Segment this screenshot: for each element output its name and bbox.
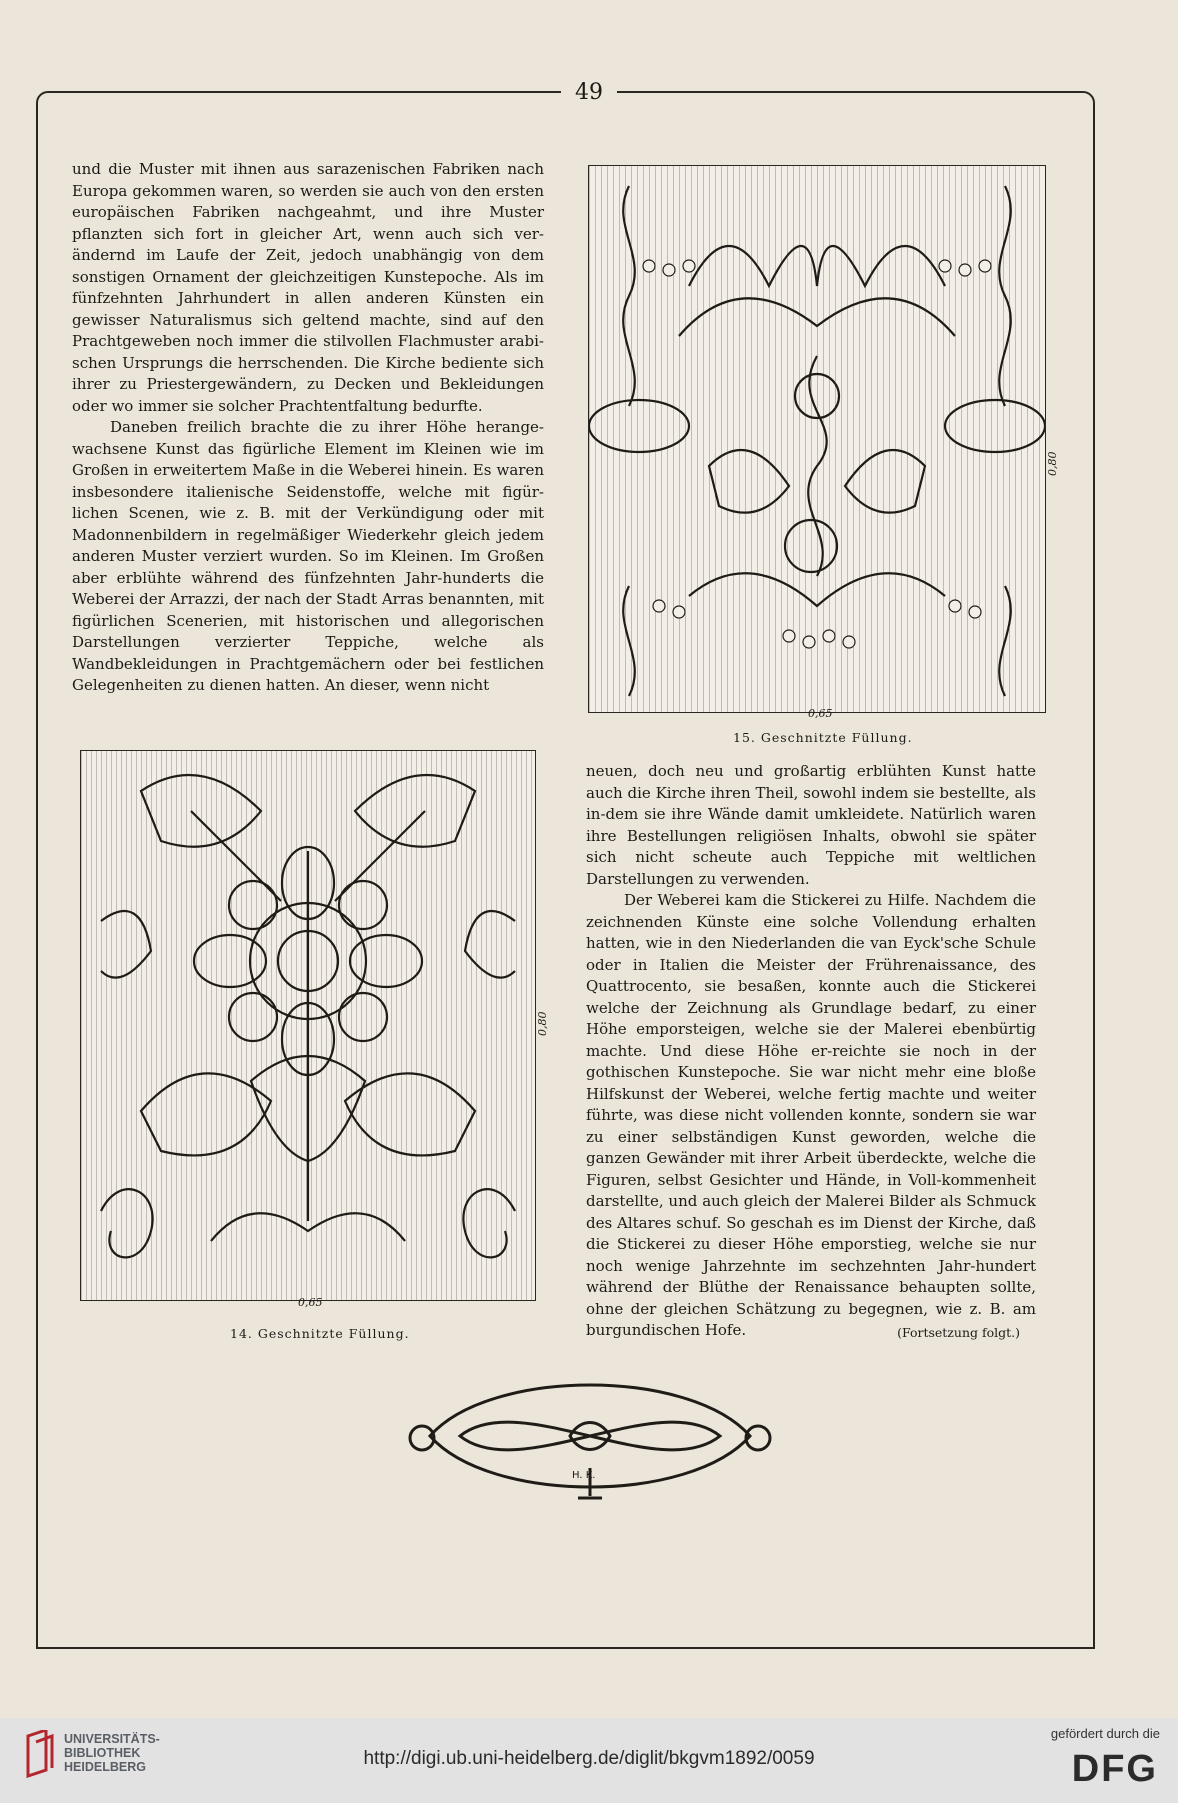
digitization-footer [0,1718,1178,1803]
library-line-3: HEIDELBERG [64,1760,146,1774]
figure-15-height-label: 0,80 [1046,451,1059,476]
left-paragraph-2: Daneben freilich brachte die zu ihrer Höhe herange-wachsene Kunst das figürliche Element im Kleinen wie im Großen in erweitertem Maße in die Weberei hinein. Es waren insbesondere italienische Seidenstoffe, welche mit figür-lichen Scenen, wie z. B. mit der Verkündigung oder mit Madonnenbildern in regelmäßiger Wiederkehr gleich jedem anderen Muster verziert wurden. So im Kleinen. Im Großen aber erblühte während des fünfzehnten Jahr-hunderts die Weberei der Arrazzi, der nach der Stadt Arras benannten, mit figürlichen Scenerien, mit historischen und allegorischen Darstellungen verzierter Teppiche, welche als Wandbekleidungen in Prachtgemächern oder bei festlichen Gelegenheiten zu dienen hatten. An dieser, wenn nicht [72,418,544,694]
figure-15-width-label: 0,65 [808,707,833,720]
funding-note: gefördert durch die [1050,1726,1160,1741]
dfg-logo: DFG [1071,1748,1158,1790]
library-line-1: UNIVERSITÄTS- [64,1732,160,1746]
page-number: 49 [561,80,617,105]
vignette-monogram: H. K. [572,1470,596,1481]
continued-note: (Fortsetzung folgt.) [897,1324,1020,1340]
figure-14-caption: 14. Geschnitzte Füllung. [230,1326,410,1341]
figure-15-carved-panel [588,165,1046,713]
permalink-url[interactable]: http://digi.ub.uni-heidelberg.de/diglit/bkgvm1892/0059 [363,1748,815,1769]
left-column [72,159,544,697]
left-paragraph-1: und die Muster mit ihnen aus sarazenischen Fabriken nach Europa gekommen waren, so werden sie auch von den ersten europäischen Fabriken nachgeahmt, und ihre Muster pflanzten sich fort in gleicher Art, wenn auch sich ver-ändernd im Laufe der Zeit, jedoch unabhängig von dem sonstigen Ornament der gleichzeitigen Kunstepoche. Als im fünfzehnten Jahrhundert in allen anderen Künsten ein gewisser Naturalismus sich geltend machte, sind auf den Prachtgeweben noch immer die stilvollen Flachmuster arabi-schen Ursprungs die herrschenden. Die Kirche bediente sich ihrer zu Priestergewändern, zu Decken und Bekleidungen oder wo immer sie solcher Prachtentfaltung bedurfte. [72,160,544,415]
library-line-2: BIBLIOTHEK [64,1746,141,1760]
figure-14-carved-panel [80,750,536,1301]
ornamental-vignette [400,1378,780,1508]
figure-15-caption: 15. Geschnitzte Füllung. [733,730,913,745]
figure-14-width-label: 0,65 [298,1296,323,1309]
right-paragraph-1: neuen, doch neu und großartig erblühten Kunst hatte auch die Kirche ihren Theil, sowohl indem sie bestellte, als in-dem sie ihre Wände damit umkleidete. Natürlich waren ihre Bestellungen religiösen Inhalts, obwohl sie später sich nicht scheute auch Teppiche mit weltlichen Darstellungen zu verwenden. [586,762,1036,888]
page-header [0,80,1178,105]
figure-14-height-label: 0,80 [536,1011,549,1036]
right-paragraph-2: Der Weberei kam die Stickerei zu Hilfe. Nachdem die zeichnenden Künste eine solche Vollendung erhalten hatten, wie in den Niederlanden die van Eyck'sche Schule oder in Italien die Meister der Frührenaissance, des Quattrocento, sie besaßen, konnte auch die Stickerei welche der Zeichnung als Grundlage bedarf, zu einer Höhe emporsteigen, welche sie der Malerei ebenbürtig machte. Und diese Höhe er-reichte sie noch in der gothischen Kunstepoche. Sie war nicht mehr eine bloße Hilfskunst der Weberei, welche fertig machte und weiter führte, was diese nicht vollenden konnte, sondern sie war zu einer selbständigen Kunst geworden, welche die ganzen Gewänder mit ihrer Arbeit überdeckte, welche die Figuren, selbst Gesichter und Hände, in Voll-kommenheit darstellte, und auch gleich der Malerei Bilder als Schmuck des Altares schuf. So geschah es im Dienst der Kirche, daß die Stickerei zu dieser Höhe emporstieg, welche sie nur noch wenige Jahrzehnte im sechzehnten Jahr-hundert während der Blüthe der Renaissance behaupten sollte, ohne der gleichen Schätzung zu begegnen, wie z. B. am burgundischen Hofe. [586,891,1036,1339]
right-column [586,761,1036,1343]
